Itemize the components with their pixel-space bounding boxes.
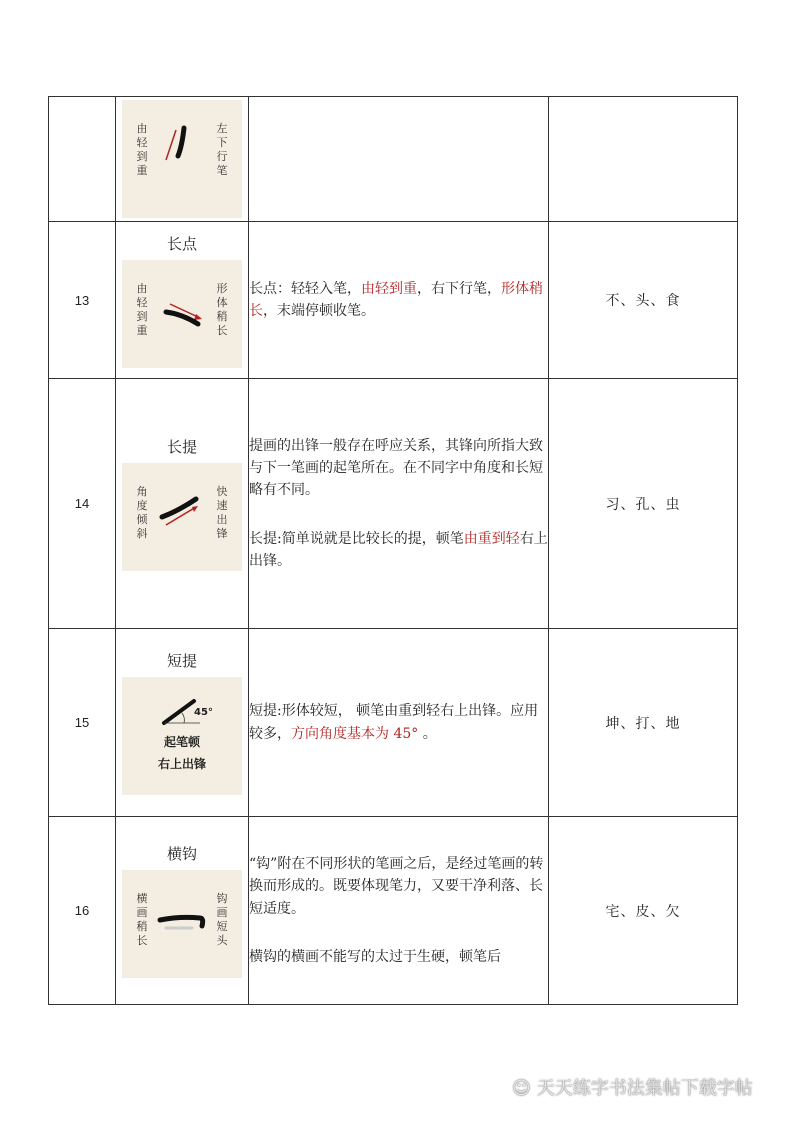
desc-text: 右上出锋。: [249, 530, 548, 570]
description-paragraph: [249, 853, 548, 920]
desc-emphasis: 由重到轻: [463, 530, 520, 547]
row-number: 14: [49, 379, 116, 629]
description-paragraph: [249, 700, 548, 745]
stroke-illustration: [122, 870, 242, 978]
row-number: 15: [49, 629, 116, 817]
row-number: [49, 97, 116, 222]
stroke-illustration: [122, 260, 242, 368]
card-left-label: 由轻到重: [136, 281, 148, 337]
description-paragraph: [249, 528, 548, 573]
desc-text: 。: [418, 725, 437, 742]
row-number: 13: [49, 222, 116, 379]
description-paragraph: [249, 946, 548, 968]
description-paragraph: [249, 278, 548, 323]
description-cell: [249, 629, 549, 817]
watermark: [512, 1074, 753, 1100]
card-left-label: 由轻到重: [136, 122, 148, 177]
examples-cell: 坤、打、地: [549, 629, 738, 817]
stroke-illustration-cell: [116, 379, 249, 629]
card-right-label: 形体稍长: [216, 281, 228, 337]
horizontal-hook-stroke-graphic: [152, 888, 216, 958]
stroke-title: 长提: [166, 438, 197, 456]
stroke-title: 横钩: [166, 845, 197, 863]
description-cell: [249, 97, 549, 222]
slant-stroke-graphic: [152, 118, 212, 188]
wechat-icon: ☺: [512, 1078, 531, 1099]
examples-cell: 习、孔、虫: [549, 379, 738, 629]
watermark-text: 天天练字书法集帖下载字帖: [536, 1078, 753, 1099]
card-left-label: 横画稍长: [136, 892, 148, 947]
stroke-illustration: [122, 677, 242, 795]
card-caption-2: 右上出锋: [157, 757, 206, 771]
desc-text: 提画的出锋一般存在呼应关系，其锋向所指大致与下一笔画的起笔所在。在不同字中角度和长短略有不同。: [249, 437, 543, 499]
stroke-title: 短提: [166, 652, 197, 670]
desc-text: ，右下行笔，: [417, 280, 501, 297]
stroke-title: 长点: [166, 234, 197, 253]
stroke-illustration-cell: [116, 629, 249, 817]
desc-emphasis: 由轻到重: [361, 280, 417, 297]
description-paragraph: [249, 435, 548, 502]
short-rise-stroke-graphic: [144, 691, 234, 731]
table-row: [49, 97, 738, 222]
stroke-illustration-cell: [116, 222, 249, 379]
angle-label: 45°: [194, 707, 213, 718]
desc-text: 长点：轻轻入笔，: [249, 280, 361, 297]
row-number: 16: [49, 817, 116, 1005]
card-right-label: 快速出锋: [216, 485, 228, 540]
desc-text: “钩”附在不同形状的笔画之后，是经过笔画的转换而形成的。既要体现笔力，又要干净利落、长短适度。: [249, 855, 544, 917]
card-right-label: 钩画短头: [216, 892, 228, 947]
card-left-label: 角度倾斜: [136, 485, 148, 540]
long-rise-stroke-graphic: [152, 481, 216, 551]
table-row: [49, 379, 738, 629]
description-cell: [249, 817, 549, 1005]
stroke-illustration: [122, 463, 242, 571]
stroke-illustration-cell: [116, 97, 249, 222]
table-row: [49, 629, 738, 817]
examples-cell: 宅、皮、欠: [549, 817, 738, 1005]
stroke-illustration: [122, 100, 242, 218]
card-caption-1: 起笔顿: [163, 735, 200, 749]
description-cell: [249, 379, 549, 629]
stroke-illustration-cell: [116, 817, 249, 1005]
description-cell: [249, 222, 549, 379]
examples-cell: [549, 97, 738, 222]
desc-text: 短提:形体较短， 顿笔由重到轻右上出锋。应用较多，: [249, 703, 539, 742]
stroke-table: [48, 96, 738, 1005]
desc-text: 横钩的横画不能写的太过于生硬，顿笔后: [249, 948, 501, 965]
desc-text: 长提:简单说就是比较长的提，顿笔: [249, 530, 464, 547]
long-dot-stroke-graphic: [152, 278, 216, 348]
desc-emphasis: 方向角度基本为 45°: [291, 725, 419, 742]
desc-text: ，末端停顿收笔。: [263, 303, 375, 319]
table-row: [49, 222, 738, 379]
table-row: [49, 817, 738, 1005]
examples-cell: 不、头、食: [549, 222, 738, 379]
desc-emphasis: 形体稍长: [249, 280, 543, 319]
card-right-label: 左下行笔: [216, 122, 228, 177]
